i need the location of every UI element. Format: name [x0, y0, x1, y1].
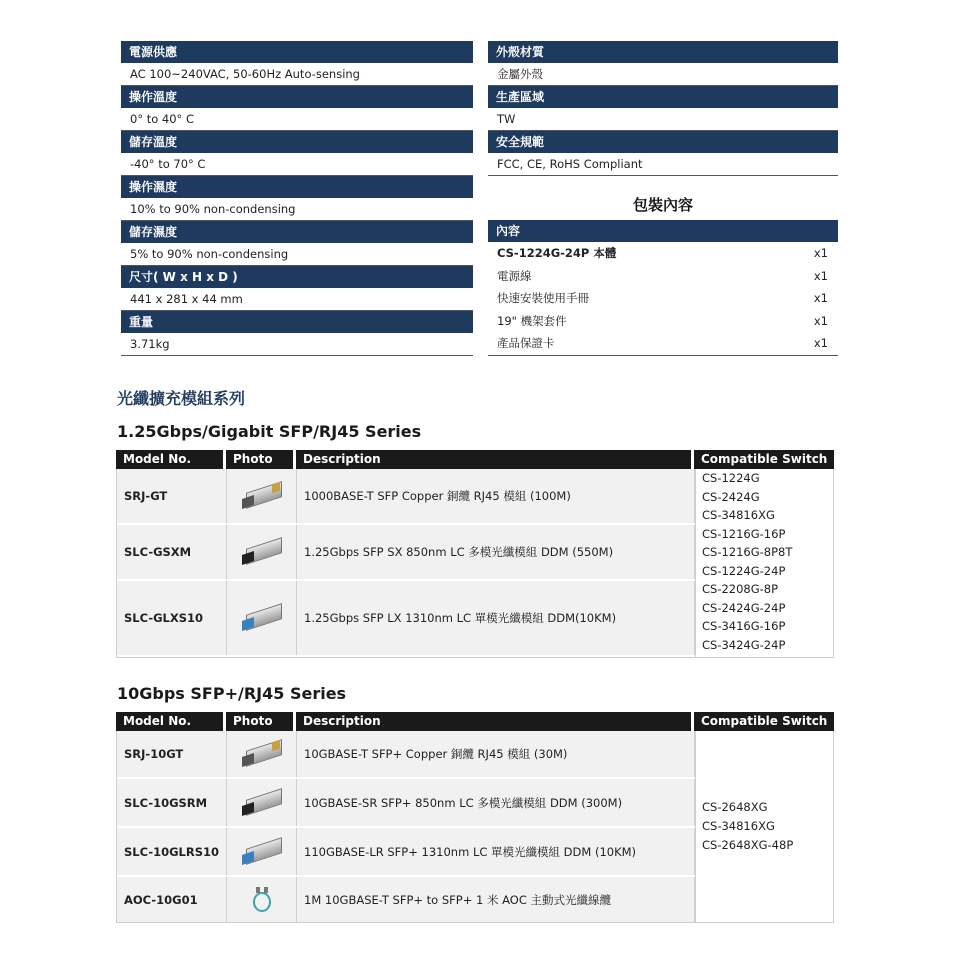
- compatible-switch: CS-2424G: [702, 489, 760, 504]
- model-number: SLC-GLXS10: [117, 581, 227, 655]
- spec-value: 金屬外殼: [488, 63, 838, 86]
- package-contents: [488, 190, 838, 356]
- table-row: [117, 779, 695, 828]
- compatible-switch: CS-34816XG: [702, 819, 775, 833]
- compatible-switch: CS-3416G-16P: [702, 619, 786, 633]
- column-header-photo: Photo: [226, 712, 296, 731]
- spec-label: 外殼材質: [488, 41, 838, 63]
- photo-cell: [227, 469, 297, 523]
- table-row: [117, 731, 695, 779]
- sfp-copper-module-icon: [242, 481, 282, 511]
- package-list: [488, 242, 838, 356]
- package-item-qty: x1: [813, 246, 828, 260]
- package-title: 包裝內容: [632, 196, 693, 214]
- list-item: [488, 332, 838, 355]
- series-title: 10Gbps SFP+/RJ45 Series: [117, 684, 347, 703]
- model-number: SRJ-10GT: [117, 731, 227, 777]
- module-description: 10GBASE-T SFP+ Copper 銅纜 RJ45 模組 (30M): [297, 731, 695, 777]
- compatible-switch: CS-1216G-16P: [702, 526, 786, 541]
- module-description: 1.25Gbps SFP SX 850nm LC 多模光纖模組 DDM (550M): [297, 525, 695, 579]
- table-header: [116, 450, 834, 469]
- module-description: 1000BASE-T SFP Copper 銅纜 RJ45 模組 (100M): [297, 469, 695, 523]
- table-row: [117, 469, 695, 525]
- spec-label: 重量: [121, 311, 473, 333]
- photo-cell: [227, 581, 297, 655]
- sfp-plus-copper-module-icon: [242, 739, 282, 769]
- table-row: [117, 525, 695, 581]
- package-item-qty: x1: [813, 291, 828, 305]
- table-row: [117, 828, 695, 877]
- photo-cell: [227, 731, 297, 777]
- spec-value: AC 100~240VAC, 50-60Hz Auto-sensing: [121, 63, 473, 86]
- table-header: [116, 712, 834, 731]
- sfp-sx-module-icon: [242, 537, 282, 567]
- spec-value: 3.71kg: [121, 333, 473, 356]
- spec-value: FCC, CE, RoHS Compliant: [488, 153, 838, 176]
- compatible-switch: CS-2208G-8P: [702, 582, 779, 596]
- sfp-lx-module-icon: [242, 603, 282, 633]
- spec-table-right: [488, 41, 838, 176]
- photo-cell: [227, 525, 297, 579]
- compatible-switch-list: [695, 469, 834, 658]
- list-item: [488, 310, 838, 333]
- compatible-switch: CS-34816XG: [702, 508, 775, 522]
- spec-value: TW: [488, 108, 838, 131]
- column-header-description: Description: [296, 450, 694, 469]
- module-description: 1M 10GBASE-T SFP+ to SFP+ 1 米 AOC 主動式光纖線纜: [297, 877, 695, 922]
- spec-label: 操作濕度: [121, 176, 473, 198]
- series-title: 1.25Gbps/Gigabit SFP/RJ45 Series: [117, 422, 422, 441]
- spec-value: 5% to 90% non-condensing: [121, 243, 473, 266]
- spec-label: 儲存濕度: [121, 221, 473, 243]
- column-header-model: Model No.: [116, 450, 226, 469]
- spec-value: 10% to 90% non-condensing: [121, 198, 473, 221]
- model-number: SLC-10GLRS10: [117, 828, 227, 875]
- spec-table-left: [121, 41, 473, 356]
- photo-cell: [227, 877, 297, 922]
- package-item-name: 快速安裝使用手冊: [497, 291, 589, 305]
- list-item: [488, 287, 838, 310]
- column-header-compatible: Compatible Switch: [694, 712, 834, 731]
- photo-cell: [227, 828, 297, 875]
- package-item-name: 19" 機架套件: [497, 313, 567, 328]
- aoc-cable-icon: [245, 886, 279, 914]
- module-description: 10GBASE-SR SFP+ 850nm LC 多模光纖模組 DDM (300M): [297, 779, 695, 826]
- model-number: SLC-GSXM: [117, 525, 227, 579]
- spec-label: 操作溫度: [121, 86, 473, 108]
- compatible-switch: CS-2424G-24P: [702, 600, 786, 615]
- table-row: [117, 581, 695, 657]
- compatible-switch: CS-2648XG: [702, 800, 768, 814]
- package-item-qty: x1: [813, 336, 828, 350]
- column-header-description: Description: [296, 712, 694, 731]
- compatible-switch-list: [695, 731, 834, 923]
- package-item-name: 電源線: [497, 268, 532, 283]
- spec-label: 電源供應: [121, 41, 473, 63]
- column-header-compatible: Compatible Switch: [694, 450, 834, 469]
- package-item-qty: x1: [813, 268, 828, 283]
- spec-value: 0° to 40° C: [121, 108, 473, 131]
- model-number: SLC-10GSRM: [117, 779, 227, 826]
- spec-value: 441 x 281 x 44 mm: [121, 288, 473, 311]
- module-table-10g: [116, 712, 834, 923]
- compatible-switch: CS-3424G-24P: [702, 637, 786, 652]
- spec-value: -40° to 70° C: [121, 153, 473, 176]
- photo-cell: [227, 779, 297, 826]
- list-item: [488, 265, 838, 288]
- package-item-qty: x1: [813, 313, 828, 328]
- module-description: 110GBASE-LR SFP+ 1310nm LC 單模光纖模組 DDM (10KM): [297, 828, 695, 875]
- compatible-switch: CS-2648XG-48P: [702, 838, 794, 852]
- package-header: 內容: [488, 220, 838, 242]
- spec-label: 儲存溫度: [121, 131, 473, 153]
- model-number: SRJ-GT: [117, 469, 227, 523]
- spec-label: 生產區域: [488, 86, 838, 108]
- compatible-switch: CS-1224G: [702, 471, 760, 485]
- module-table-gigabit: [116, 450, 834, 658]
- module-description: 1.25Gbps SFP LX 1310nm LC 單模光纖模組 DDM(10KM): [297, 581, 695, 655]
- column-header-model: Model No.: [116, 712, 226, 731]
- column-header-photo: Photo: [226, 450, 296, 469]
- sfp-plus-sr-module-icon: [242, 788, 282, 818]
- compatible-switch: CS-1216G-8P8T: [702, 545, 793, 559]
- package-item-name: 產品保證卡: [497, 336, 555, 350]
- spec-label: 尺寸( W x H x D ): [121, 266, 473, 288]
- sfp-plus-lr-module-icon: [242, 837, 282, 867]
- compatible-switch: CS-1224G-24P: [702, 563, 786, 578]
- list-item: [488, 242, 838, 265]
- spec-label: 安全規範: [488, 131, 838, 153]
- model-number: AOC-10G01: [117, 877, 227, 922]
- section-title: 光纖擴充模組系列: [117, 389, 246, 408]
- table-row: [117, 877, 695, 922]
- package-item-name: CS-1224G-24P 本體: [497, 246, 617, 260]
